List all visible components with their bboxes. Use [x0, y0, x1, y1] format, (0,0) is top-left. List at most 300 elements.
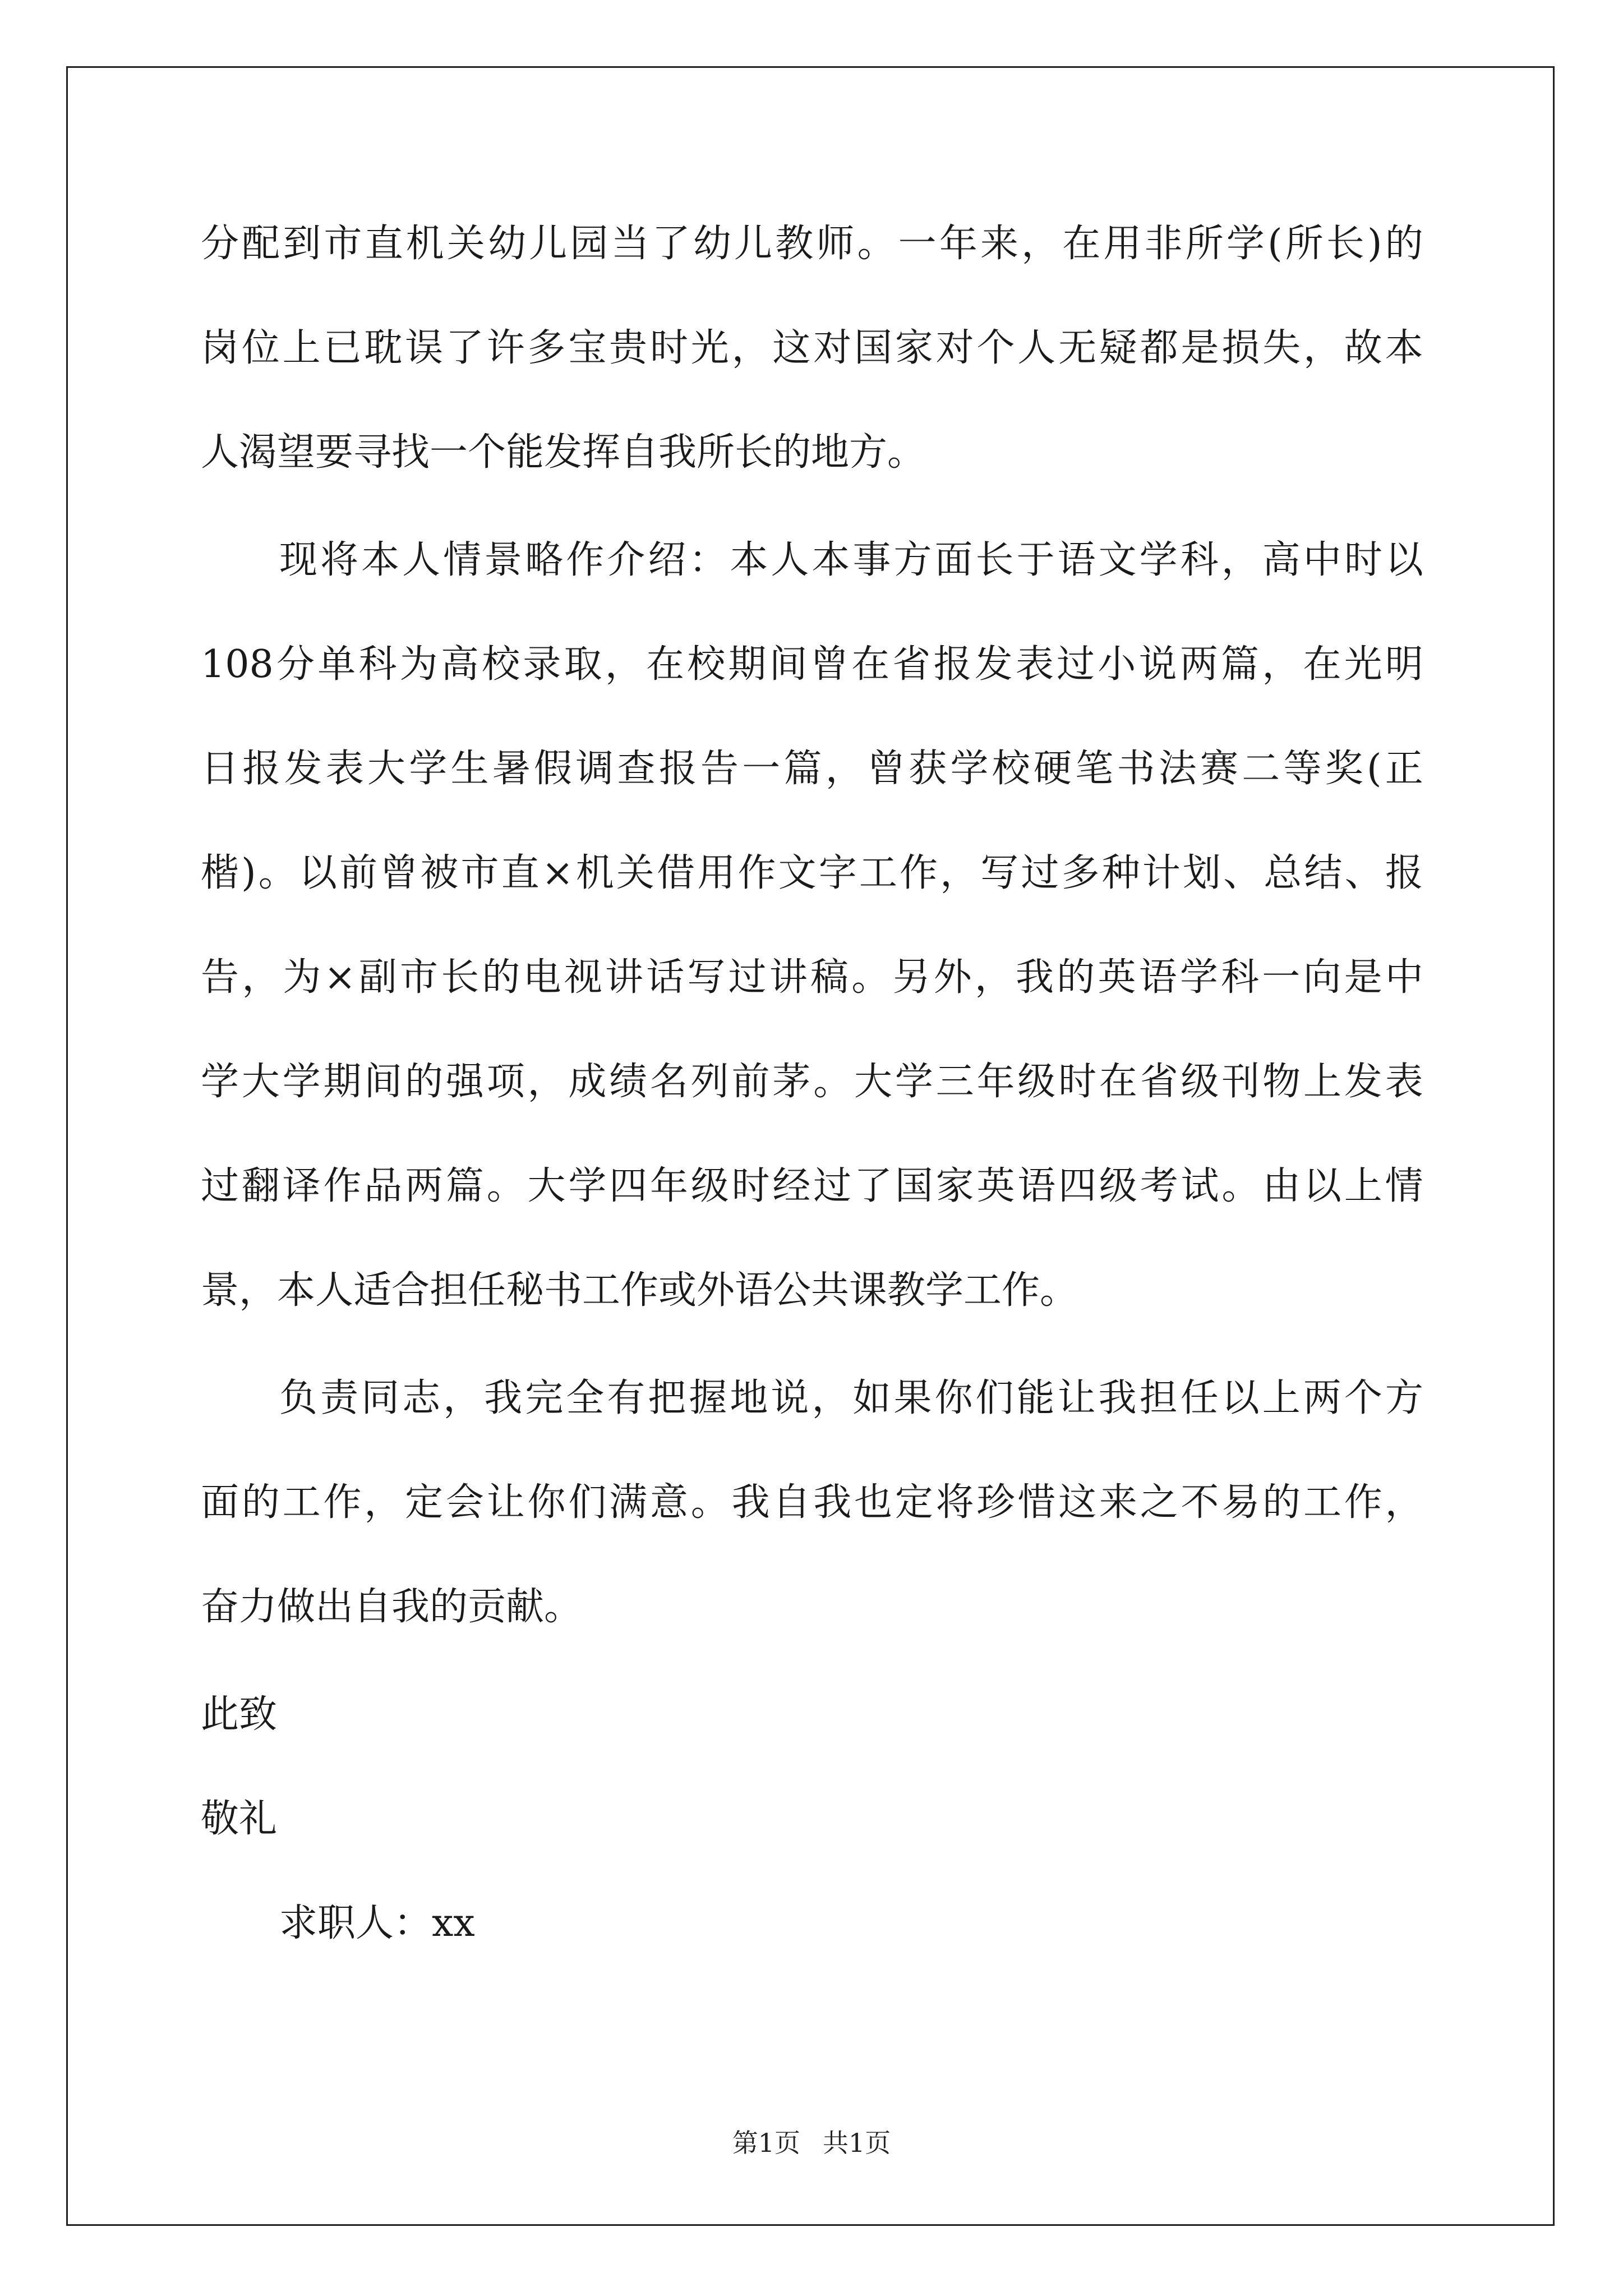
line-char: 告	[700, 747, 739, 791]
line-char: 高	[1262, 538, 1301, 582]
line-char: 强	[445, 1060, 484, 1104]
line-char: 市	[399, 955, 438, 1000]
line-char: (	[1367, 747, 1382, 791]
line-char: 的	[241, 1480, 280, 1525]
line-char: 笔	[1075, 747, 1114, 791]
line-char: 学	[201, 1060, 239, 1104]
line-char: 对	[935, 326, 974, 370]
line-char: 校	[992, 747, 1030, 791]
line-char: 光	[1344, 642, 1382, 687]
line-char: 我	[484, 1376, 523, 1420]
line-char: 假	[534, 747, 573, 791]
line-char: 长	[975, 538, 1014, 582]
line-char: 不	[1181, 1480, 1219, 1525]
line-char: 误	[405, 326, 444, 370]
line-char: 学	[895, 1060, 933, 1104]
line-char: 外	[933, 955, 972, 1000]
paragraph-line	[201, 213, 1423, 275]
line-char: 珍	[976, 1480, 1015, 1525]
line-char: 话	[646, 955, 685, 1000]
line-char: 所	[1185, 222, 1224, 266]
paragraph-line	[201, 1260, 1423, 1322]
line-char: 级	[1181, 1060, 1219, 1104]
line-char: 位	[241, 326, 280, 370]
line-char: 品	[364, 1164, 403, 1208]
line-char: 学	[282, 1060, 321, 1104]
line-char: 省	[1140, 1060, 1178, 1104]
line-char: 副	[358, 955, 397, 1000]
line-char: 宝	[568, 326, 607, 370]
line-char: 曾	[380, 851, 418, 895]
line-char: 的	[405, 1060, 444, 1104]
line-char: 考	[1140, 1164, 1178, 1208]
line-char: 说	[1138, 642, 1177, 687]
line-char: 总	[1264, 851, 1302, 895]
line-char: 作	[737, 851, 776, 895]
line-char: 学	[1179, 955, 1218, 1000]
line-char: 无	[1058, 326, 1097, 370]
line-char: 我	[1016, 955, 1054, 1000]
line-char: 全	[566, 1376, 605, 1420]
line-char: 以	[298, 851, 337, 895]
line-char: 以	[1303, 1164, 1341, 1208]
line-char: 。	[690, 1480, 729, 1525]
line-char: 所	[1285, 222, 1324, 266]
line-char: 失	[1262, 326, 1301, 370]
line-char: 、	[1223, 851, 1262, 895]
line-char: 两	[1179, 642, 1218, 687]
line-char: ：	[689, 538, 727, 582]
line-char: 了	[854, 1164, 893, 1208]
line-char: 许	[486, 326, 525, 370]
line-char: 国	[895, 1164, 933, 1208]
line-char: 篇	[1221, 642, 1260, 687]
line-char: 过	[201, 1164, 239, 1208]
line-char: 已	[323, 326, 362, 370]
line-char: 年	[649, 1164, 688, 1208]
line-char: 一	[742, 747, 781, 791]
line-char: 文	[778, 851, 817, 895]
line-char: 过	[1057, 642, 1095, 687]
line-char: 工	[1303, 1480, 1341, 1525]
line-char: 握	[689, 1376, 727, 1420]
line-char: 本	[361, 538, 400, 582]
line-char: 负	[279, 1376, 318, 1420]
line-char: 学	[1139, 538, 1178, 582]
line-char: 上	[1303, 1060, 1341, 1104]
line-char: 会	[445, 1480, 484, 1525]
line-char: 硬	[1034, 747, 1072, 791]
line-char: 有	[607, 1376, 645, 1420]
line-char: 调	[575, 747, 614, 791]
line-char: 中	[1303, 538, 1341, 582]
line-char: 科	[1180, 538, 1219, 582]
line-char: 英	[976, 1164, 1015, 1208]
line-char: ，	[605, 642, 643, 687]
line-char: 大	[241, 1060, 280, 1104]
line-char: )	[1367, 222, 1382, 266]
line-char: (	[1267, 222, 1283, 266]
page-number: 第1页	[732, 2128, 800, 2158]
line-char: 发	[284, 747, 322, 791]
paragraph-line	[201, 1368, 1423, 1429]
line-char: 级	[1017, 1060, 1056, 1104]
line-char: 来	[1099, 1480, 1137, 1525]
line-char: 同	[361, 1376, 400, 1420]
line-char: 暑	[492, 747, 531, 791]
line-char: 的	[1385, 222, 1423, 266]
line-char: 法	[1158, 747, 1197, 791]
line-char: 期	[323, 1060, 362, 1104]
line-char: 作	[1344, 1480, 1382, 1525]
line-char: 划	[1183, 851, 1221, 895]
line-char: 试	[1181, 1164, 1219, 1208]
line-char: 自	[772, 1480, 811, 1525]
line-char: 时	[731, 1164, 770, 1208]
line-char: 用	[1103, 222, 1142, 266]
line-char: 介	[607, 538, 645, 582]
line-char: 名	[649, 1060, 688, 1104]
line-char: 生	[450, 747, 489, 791]
line-char: 关	[446, 222, 485, 266]
line-char: 家	[935, 1164, 974, 1208]
line-char: ，	[731, 326, 770, 370]
line-char: 我	[731, 1480, 770, 1525]
line-char: 面	[934, 538, 973, 582]
line-char: 写	[980, 851, 1019, 895]
line-char: 个	[1344, 1376, 1382, 1420]
line-char: 两	[1303, 1376, 1341, 1420]
line-char: 借	[657, 851, 695, 895]
line-char: 分	[276, 642, 315, 687]
line-char: 时	[649, 326, 688, 370]
line-char: 结	[1304, 851, 1343, 895]
line-char: 级	[1099, 1164, 1137, 1208]
line-char: 曾	[810, 642, 849, 687]
line-char: 作	[566, 538, 605, 582]
line-char: 前	[339, 851, 378, 895]
line-char: 将	[935, 1480, 974, 1525]
line-char: 译	[282, 1164, 321, 1208]
line-char: 这	[772, 326, 811, 370]
line-char: 取	[564, 642, 602, 687]
line-char: 大	[367, 747, 406, 791]
line-char: 篇	[783, 747, 822, 791]
line-char: 之	[1140, 1480, 1178, 1525]
line-char: 。	[258, 851, 297, 895]
line-char: 我	[1098, 1376, 1137, 1420]
line-char: 省	[892, 642, 931, 687]
line-char: 幼	[693, 222, 731, 266]
line-char: 四	[609, 1164, 648, 1208]
line-char: 视	[564, 955, 602, 1000]
line-char: 分	[201, 222, 239, 266]
line-char: 把	[648, 1376, 686, 1420]
line-char: 定	[405, 1480, 444, 1525]
line-char: 日	[201, 747, 239, 791]
line-char: 表	[325, 747, 364, 791]
line-char: 在	[645, 642, 684, 687]
line-char: 期	[728, 642, 767, 687]
line-char: 讲	[605, 955, 644, 1000]
closing-line-1	[201, 1684, 1423, 1746]
signature	[201, 1893, 1423, 1954]
line-char: 关	[616, 851, 655, 895]
line-char: 电	[523, 955, 561, 1000]
line-char: 完	[525, 1376, 564, 1420]
line-char: 明	[1385, 642, 1423, 687]
line-char: 来	[980, 222, 1018, 266]
line-char: 故	[1344, 326, 1382, 370]
line-char: 学	[409, 747, 448, 791]
line-char: 发	[1344, 1060, 1382, 1104]
line-char: 科	[1221, 955, 1260, 1000]
line-char: 。	[813, 1060, 852, 1104]
line-char: 在	[1099, 1060, 1137, 1104]
line-char: 成	[568, 1060, 607, 1104]
line-char: 的	[1057, 955, 1095, 1000]
line-char: ×	[541, 851, 574, 895]
line-char: 四	[1058, 1164, 1097, 1208]
line-char: 。	[486, 1164, 525, 1208]
line-char: 获	[909, 747, 947, 791]
line-char: 用	[697, 851, 736, 895]
line-char: 略	[525, 538, 564, 582]
line-char: 惜	[1017, 1480, 1056, 1525]
line-char: 一	[1262, 955, 1301, 1000]
line-char: 语	[1138, 955, 1177, 1000]
paragraph-line	[201, 318, 1423, 379]
line-char: 字	[818, 851, 857, 895]
line-char: 这	[1058, 1480, 1097, 1525]
line-char: 学	[1226, 222, 1265, 266]
line-char: 正	[1385, 747, 1423, 791]
line-char: 方	[893, 538, 932, 582]
line-char: 向	[1303, 955, 1341, 1000]
line-char: ×	[324, 955, 356, 1000]
line-char: 让	[1057, 1376, 1096, 1420]
line-char: 间	[364, 1060, 403, 1104]
line-char: 大	[527, 1164, 566, 1208]
line-char: 小	[1098, 642, 1136, 687]
line-char: 赛	[1200, 747, 1239, 791]
line-char: 直	[365, 222, 403, 266]
line-char: 校	[482, 642, 520, 687]
line-char: 列	[690, 1060, 729, 1104]
line-char: 英	[1098, 955, 1136, 1000]
line-char: 楷	[201, 851, 239, 895]
paragraph-line	[201, 843, 1423, 904]
line-char: 国	[854, 326, 893, 370]
line-char: 了	[652, 222, 690, 266]
line-char: 人	[402, 538, 441, 582]
line-char: 项	[486, 1060, 525, 1104]
line-char: ，	[1021, 222, 1060, 266]
line-char: 多	[527, 326, 566, 370]
line-char: 时	[1344, 538, 1382, 582]
line-char: 另	[892, 955, 931, 1000]
paragraph-line	[201, 1472, 1423, 1534]
line-text: 景，本人适合担任秘书工作或外语公共课教学工作。	[201, 1268, 1078, 1313]
line-char: 直	[501, 851, 540, 895]
line-char: 你	[527, 1480, 566, 1525]
paragraph-line	[201, 738, 1423, 800]
line-char: 一	[898, 222, 937, 266]
line-char: ，	[1385, 1480, 1423, 1525]
line-char: 篇	[445, 1164, 484, 1208]
line-char: ，	[1262, 642, 1301, 687]
line-char: 种	[1101, 851, 1140, 895]
line-char: 工	[859, 851, 897, 895]
line-char: 写	[687, 955, 726, 1000]
signature-text: 求职人：xx	[279, 1901, 475, 1945]
line-char: 经	[772, 1164, 811, 1208]
line-char: 了	[445, 326, 484, 370]
line-char: 过	[728, 955, 767, 1000]
line-char: 报	[658, 747, 697, 791]
line-char: 报	[1385, 851, 1423, 895]
line-char: 是	[1181, 326, 1219, 370]
closing-text: 敬礼	[201, 1797, 278, 1841]
line-char: 单	[317, 642, 356, 687]
line-char: 奖	[1325, 747, 1363, 791]
line-char: 本	[811, 538, 850, 582]
line-char: 绩	[609, 1060, 648, 1104]
line-char: ，	[527, 1060, 566, 1104]
line-char: 儿	[529, 222, 568, 266]
line-char: 多	[1061, 851, 1100, 895]
line-char: 满	[609, 1480, 648, 1525]
line-char: 易	[1221, 1480, 1260, 1525]
line-char: 如	[852, 1376, 891, 1420]
line-char: 为	[283, 955, 321, 1000]
paragraph-line	[201, 530, 1423, 591]
line-char: 任	[1180, 1376, 1219, 1420]
line-char: 儿	[734, 222, 773, 266]
line-char: 上	[282, 326, 321, 370]
line-char: 现	[279, 538, 318, 582]
line-char: 师	[816, 222, 855, 266]
line-char: 们	[975, 1376, 1014, 1420]
line-char: 校	[687, 642, 726, 687]
line-char: 能	[1016, 1376, 1055, 1420]
line-char: 事	[852, 538, 891, 582]
line-char: 疑	[1099, 326, 1137, 370]
line-char: 景	[484, 538, 523, 582]
line-char: 作	[323, 1164, 362, 1208]
line-char: 中	[1385, 955, 1423, 1000]
line-char: 以	[1221, 1376, 1260, 1420]
line-char: ，	[242, 955, 280, 1000]
line-char: 书	[1117, 747, 1155, 791]
line-char: 你	[934, 1376, 973, 1420]
line-char: 被	[420, 851, 459, 895]
line-char: 贵	[609, 326, 648, 370]
line-char: 的	[482, 955, 520, 1000]
line-char: 定	[895, 1480, 933, 1525]
line-char: 二	[1242, 747, 1280, 791]
line-char: 为	[399, 642, 438, 687]
line-char: 录	[523, 642, 561, 687]
line-char: 查	[617, 747, 656, 791]
line-char: ，	[974, 955, 1013, 1000]
line-char: 本	[1385, 326, 1423, 370]
line-char: ，	[443, 1376, 482, 1420]
line-char: 教	[775, 222, 814, 266]
line-char: 意	[649, 1480, 688, 1525]
line-char: 光	[690, 326, 729, 370]
line-char: 市	[324, 222, 362, 266]
page-total: 共1页	[823, 2128, 891, 2158]
line-char: ，	[364, 1480, 403, 1525]
line-char: 都	[1140, 326, 1178, 370]
line-char: 发	[974, 642, 1013, 687]
line-char: ，	[1303, 326, 1341, 370]
line-text: 人渴望要寻找一个能发挥自我所长的地方。	[201, 430, 926, 475]
line-char: 们	[568, 1480, 607, 1525]
closing-line-2	[201, 1788, 1423, 1850]
closing-text: 此致	[201, 1692, 278, 1737]
line-char: 曾	[867, 747, 906, 791]
line-char: 担	[1139, 1376, 1178, 1420]
line-char: 家	[895, 326, 933, 370]
line-char: 情	[443, 538, 482, 582]
line-char: 让	[486, 1480, 525, 1525]
paragraph-line	[201, 634, 1423, 696]
line-char: 年	[939, 222, 978, 266]
line-char: 说	[771, 1376, 809, 1420]
line-char: 在	[1303, 642, 1341, 687]
line-char: 计	[1142, 851, 1181, 895]
line-char: 机	[405, 222, 444, 266]
paragraph-line	[201, 422, 1423, 484]
line-char: 年	[976, 1060, 1015, 1104]
line-char: 过	[1021, 851, 1059, 895]
line-char: 作	[900, 851, 938, 895]
line-char: 长	[1326, 222, 1364, 266]
line-char: 市	[460, 851, 499, 895]
paragraph-line	[201, 947, 1423, 1009]
line-char: 108	[201, 642, 274, 687]
line-char: 作	[323, 1480, 362, 1525]
paragraph-line	[201, 1156, 1423, 1217]
line-char: 我	[813, 1480, 852, 1525]
line-char: 稿	[810, 955, 849, 1000]
line-text: 奋力做出自我的贡献。	[201, 1585, 583, 1629]
line-char: 三	[935, 1060, 974, 1104]
line-char: 人	[1017, 326, 1056, 370]
line-char: 是	[1344, 955, 1382, 1000]
line-char: 语	[1017, 1164, 1056, 1208]
line-char: 过	[813, 1164, 852, 1208]
line-char: 当	[611, 222, 649, 266]
line-char: 刊	[1221, 1060, 1260, 1104]
line-char: 学	[950, 747, 989, 791]
line-char: 方	[1385, 1376, 1423, 1420]
line-char: 等	[1283, 747, 1322, 791]
paragraph-line	[201, 1051, 1423, 1113]
line-char: 表	[1015, 642, 1054, 687]
line-char: )	[241, 851, 256, 895]
line-char: 大	[854, 1060, 893, 1104]
line-char: 高	[440, 642, 479, 687]
line-char: 园	[570, 222, 608, 266]
line-char: 间	[769, 642, 808, 687]
line-char: 于	[1016, 538, 1055, 582]
line-char: 语	[1057, 538, 1096, 582]
line-char: ，	[811, 1376, 850, 1420]
line-char: 的	[1262, 1480, 1301, 1525]
